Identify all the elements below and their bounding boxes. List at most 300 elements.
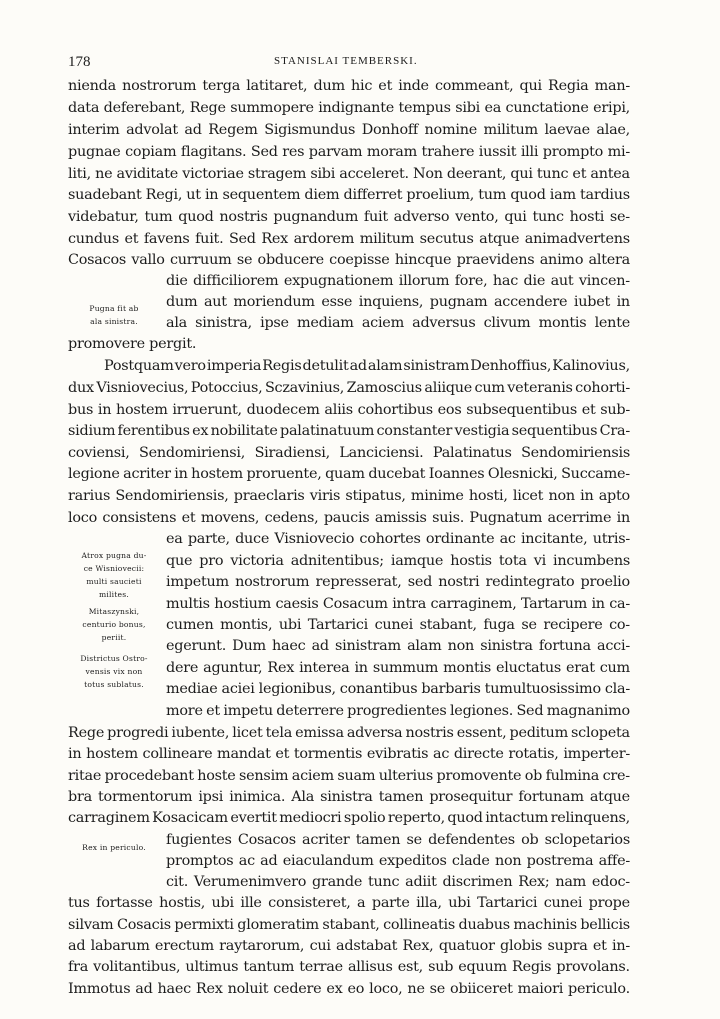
word: hac [492,273,519,289]
word: detulit [302,358,349,374]
margin-note-line: vensis vix non [85,667,143,676]
word: non [548,488,575,504]
word: cohorti- [575,380,630,396]
word: sensim [239,768,289,784]
text-line [68,486,630,506]
word: affe- [598,853,630,869]
word: collineatis [383,917,455,933]
word: machinis [513,917,577,933]
word: cundus [68,231,119,247]
word: defendentes [428,832,515,848]
word: in [97,402,112,418]
word: evibratis [366,746,429,762]
word: sequentem [222,187,301,203]
word: fuga [483,617,515,633]
word: mandat [217,746,271,762]
word: Rege [68,725,105,741]
word: ac [238,853,255,869]
word: Cosacos [237,832,296,848]
text-line [166,572,630,592]
word: ne [407,981,425,997]
word: hostis [450,553,492,569]
word: loco, [369,981,403,997]
word: se- [609,209,630,225]
word: inquiens, [358,294,424,310]
word: fugientes [166,832,232,848]
word: duabus [458,917,510,933]
word: parte, [187,531,230,547]
word: Regia [548,78,589,94]
word: moram [366,144,418,160]
word: et [572,166,587,182]
word: labarum [90,938,150,954]
word: promptos [166,853,234,869]
word: tamen [378,789,424,805]
word: prope [588,895,630,911]
word: Palatinatus [432,445,512,461]
word: Kosacicam [152,810,228,826]
word: vestigia [454,423,510,439]
word: hostium [214,596,272,612]
word: eripi, [593,100,630,116]
word: accendere [493,294,568,310]
word: provolans. [556,959,630,975]
word: discrimen [442,874,513,890]
word: et [181,510,196,526]
word: obducere [257,252,324,268]
word: sub- [600,402,630,418]
word: Dum [232,638,266,654]
word: bellicis [580,917,630,933]
word: et [592,938,607,954]
text-line [166,830,630,850]
word: deferebant, [103,100,186,116]
word: Ioannes [428,466,485,482]
word: hincque [394,252,452,268]
word: obiiceret [450,981,513,997]
word: coepisse [329,252,390,268]
word: nienda [68,78,116,94]
text-line [68,766,630,786]
word: postrema [526,853,594,869]
margin-note-line: Pugna fit ab [89,304,139,313]
word: sclopetarios [544,832,630,848]
text-line [68,98,630,118]
word: sed [407,574,433,590]
word: ritae [68,768,102,784]
word: qui [510,166,533,182]
word: impetu [223,703,273,719]
word: ordinante [425,531,495,547]
word: proelio [580,574,630,590]
word: sinistram [403,358,470,374]
word: incumbens [553,553,630,569]
text-line [166,701,630,721]
word: pugnandum [273,209,359,225]
word: edoc- [591,874,630,890]
word: stragem [247,166,307,182]
text-line [166,615,630,635]
text-line [68,893,630,913]
word: difficiliorem [193,273,279,289]
word: et [581,402,596,418]
text-line [166,636,630,656]
word: Rex [261,231,289,247]
word: reperto, [387,810,445,826]
word: sclopeta [571,725,630,741]
word: ex [192,423,209,439]
text-line [68,787,630,807]
word: et [378,78,393,94]
word: illorum [398,273,450,289]
word: que [166,553,193,569]
word: prosequitur [429,789,513,805]
word: vero [174,358,206,374]
word: Sendomiriensis [521,445,630,461]
word: progredientes [347,703,447,719]
word: cui [309,938,331,954]
word: qui [504,209,527,225]
word: die [523,273,546,289]
word: licet [512,488,544,504]
word: more [166,703,203,719]
word: est, [397,959,423,975]
text-line [68,464,630,484]
margin-note-line: Atrox pugna du- [81,551,147,560]
word: Rex; [518,874,550,890]
word: se [521,617,537,633]
word: cedere [273,981,322,997]
margin-note [72,841,156,854]
word: Sed [228,231,256,247]
text-line [68,915,630,935]
word: tum [144,209,173,225]
word: Tartarici [307,617,368,633]
word: movens, [200,510,260,526]
word: in [174,466,188,482]
text-line [166,679,630,699]
word: nostrorum [235,574,310,590]
word: moriendum [233,294,315,310]
word: tormentis [293,746,363,762]
word: differret [343,187,403,203]
word: coviensi, [68,445,130,461]
word: apto [598,488,630,504]
word: videbatur, [68,209,139,225]
word: alam [407,638,442,654]
word: praevidens [456,252,535,268]
word: fuit. [195,231,224,247]
word: Siradiensi, [254,445,330,461]
word: grande [311,874,363,890]
word: terrae [299,959,343,975]
word: iamque [390,553,444,569]
word: represserat, [315,574,402,590]
word: clade [451,853,490,869]
word: tum [478,187,507,203]
word: expugnationem [283,273,394,289]
word: secutus [419,231,474,247]
word: ad [135,981,153,997]
word: Zamoscius [346,380,422,396]
word: fuit [363,209,388,225]
word: et [124,231,139,247]
word: atque [479,231,520,247]
word: militum [483,122,538,138]
word: irruerunt, [172,402,242,418]
word: Rex [195,981,223,997]
word: Sed [250,144,278,160]
word: data [68,100,100,116]
word: curruum [169,252,232,268]
word: legiones. [449,703,514,719]
word: mi- [607,144,630,160]
word: fortuna [538,638,591,654]
margin-note-line: ala sinistra. [90,317,138,326]
word: impetum [166,574,229,590]
word: ac [499,531,516,547]
word: cunei [374,617,414,633]
word: sinistram [335,638,401,654]
word: in [616,510,630,526]
word: ad [311,638,329,654]
word: non [494,853,522,869]
word: atque [589,789,630,805]
word: Regi, [145,187,183,203]
word: fortunam [518,789,584,805]
word: ad [68,938,86,954]
word: promovente [436,768,522,784]
word: copiam [125,144,177,160]
word: vento, [455,209,499,225]
word: Cosacum [322,596,388,612]
word: Sendomiriensi, [139,445,246,461]
word: fra [68,959,89,975]
margin-note-line: periit. [101,633,127,642]
word: periculo. [568,981,630,997]
word: res [282,144,305,160]
word: tardius [579,187,630,203]
word: bus [68,402,94,418]
word: ipse [260,315,289,331]
word: palatinatuum [280,423,375,439]
word: dux [68,380,94,396]
word: caesis [275,596,319,612]
word: in [591,596,605,612]
word: loco [68,510,97,526]
word: suadebant [68,187,142,203]
word: aut [203,294,227,310]
word: prompto [542,144,604,160]
word: aviditate [116,166,179,182]
word: ubi [278,617,302,633]
word: consistens [102,510,177,526]
word: adiit [405,874,437,890]
word: procedebant [104,768,194,784]
word: imperter- [563,746,630,762]
word: die [166,273,188,289]
word: flagitans. [180,144,247,160]
word: volitantibus, [93,959,181,975]
word: hoste [197,768,236,784]
word: aguntur, [203,660,263,676]
word: fortasse [96,895,153,911]
word: progredi [107,725,169,741]
word: equum [458,959,507,975]
margin-note [72,605,156,644]
text-line [68,229,630,249]
word: rarius [68,488,111,504]
text-line [166,551,630,571]
word: directe [453,746,504,762]
word: a [357,895,366,911]
word: Sczavinius, [264,380,345,396]
word: haec [157,981,191,997]
word: Visniovecius, [96,380,189,396]
word: Rege [189,100,226,116]
word: hostem [86,746,138,762]
word: parte [371,895,410,911]
word: Olesnicki, [487,466,558,482]
word: montis, [220,617,273,633]
word: deterrere [276,703,344,719]
word: Regis [262,358,302,374]
margin-note-line: centurio bonus, [82,620,146,629]
word: spolio [343,810,386,826]
word: terga [202,78,241,94]
word: victoriae [182,166,244,182]
word: hosti [569,209,605,225]
word: conantibus [339,681,418,697]
word: ultimus [185,959,239,975]
word: stabant, [322,917,380,933]
word: essent, [456,725,507,741]
word: militum [359,231,415,247]
word: tela [265,725,293,741]
word: co- [609,617,630,633]
word: Lanciciensi. [339,445,424,461]
word: latitaret, [246,78,308,94]
word: Postquam [104,358,174,374]
word: ala [166,315,188,331]
word: utris- [592,531,630,547]
word: liti, [68,166,91,182]
text-line [68,185,630,205]
word: et [275,746,290,762]
word: cunctatione [505,100,589,116]
word: victoria [230,553,284,569]
word: ea [484,100,502,116]
word: nostri [438,574,480,590]
word: legionibus, [258,681,336,697]
word: sub [428,959,454,975]
word: imperia [206,358,262,374]
word: adverso [393,209,450,225]
word: nomine [424,122,477,138]
word: ne [95,166,113,182]
word: proelium, [406,187,475,203]
word: paucis [323,510,370,526]
word: tumultuosissimo [484,681,601,697]
word: nostris [219,209,268,225]
word: cedens, [264,510,319,526]
margin-note-line: multi saucieti [86,577,142,586]
word: silvam [68,917,114,933]
text-line [68,744,630,764]
word: mediocri [279,810,342,826]
word: allisus [347,959,393,975]
text-line [68,421,630,441]
word: esse [321,294,353,310]
margin-note-line: Districtus Ostro- [80,654,148,663]
word: aciem [291,768,334,784]
word: ob [521,832,539,848]
word: vincen- [578,273,630,289]
word: Regem [208,122,258,138]
word: emissa [295,725,344,741]
word: animadvertens [524,231,630,247]
word: Cosacis [116,917,171,933]
word: man- [594,78,630,94]
word: in [68,746,82,762]
word: tormentorum [98,789,193,805]
word: tunc [532,209,564,225]
word: licet [232,725,263,741]
word: illi [520,144,539,160]
word: in [580,488,594,504]
word: animo [539,252,584,268]
word: quod [447,810,483,826]
margin-note-line: Rex in periculo. [82,843,146,852]
margin-note-line: Mitaszynski, [88,607,140,616]
word: tempus [398,100,451,116]
word: ipsi [198,789,224,805]
word: intra [392,596,427,612]
text-line [68,723,630,743]
word: cla- [604,681,630,697]
word: stabant, [419,617,477,633]
word: tamen [355,832,401,848]
word: collineare [142,746,213,762]
word: globis [500,938,543,954]
text-line [68,936,630,956]
word: Donhoff [361,122,419,138]
word: glomeratim [237,917,319,933]
word: multis [166,596,210,612]
word: se [236,252,253,268]
word: in- [611,938,630,954]
word: nostrorum [122,78,197,94]
word: cit. [166,874,189,890]
text-line [68,164,630,184]
word: qui [519,78,542,94]
word: ille [240,895,262,911]
word: cumen [166,617,214,633]
word: Verumenimvero [193,874,307,890]
word: eos [437,402,462,418]
margin-note [72,549,156,601]
word: adstabat [336,938,398,954]
word: sinistra, [195,315,252,331]
word: hostem [115,402,168,418]
word: ad [184,122,202,138]
word: haec [272,638,306,654]
word: acriter [123,466,171,482]
word: hosti, [468,488,508,504]
word: acci- [597,638,630,654]
word: Regis [512,959,552,975]
text-line [68,957,630,977]
